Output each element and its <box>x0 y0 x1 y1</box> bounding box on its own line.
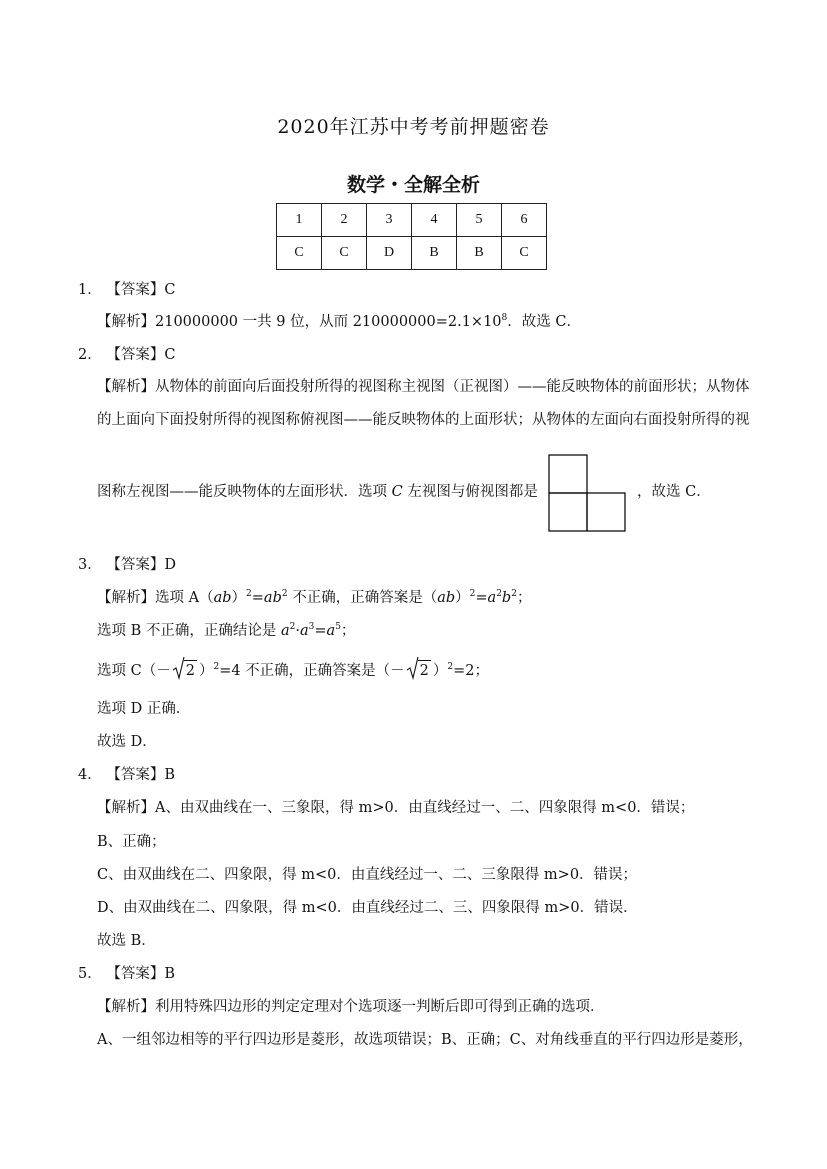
text-segment: ； <box>516 590 532 606</box>
text-segment: · <box>295 623 300 639</box>
math-var: a <box>487 590 497 606</box>
question-number: 5． <box>78 966 102 982</box>
q2-analysis-line-2: 的上面向下面投射所得的视图称俯视图——能反映物体的上面形状；从物体的左面向右面投射所得的视 <box>97 412 750 428</box>
math-var: ab <box>263 590 282 606</box>
answer-cell: D <box>367 237 412 270</box>
q1-answer-line <box>78 280 175 300</box>
q2-answer-line <box>78 345 175 365</box>
radical-sign-icon <box>407 656 419 680</box>
math-var: b <box>501 590 512 606</box>
text-segment: ） <box>231 590 247 606</box>
question-number-cell: 4 <box>412 204 457 237</box>
exponent: 2 <box>447 662 454 673</box>
answer-table <box>276 203 547 270</box>
text-segment: =2； <box>453 663 490 679</box>
text-segment: ； <box>340 623 356 639</box>
answer-text: 【答案】B <box>106 767 175 783</box>
math-var: a <box>299 623 309 639</box>
exponent: 2 <box>511 589 517 600</box>
shape-square-top <box>549 455 587 493</box>
text-segment: ） <box>432 663 448 679</box>
q3-analysis-line-1 <box>97 588 531 608</box>
analysis-text: ．故选 C． <box>507 314 581 330</box>
q5-analysis-line-2: A、一组邻边相等的平行四边形是菱形，故选项错误；B、正确；C、对角线垂直的平行四边形是菱形， <box>97 1032 753 1048</box>
exponent: 2 <box>469 589 476 600</box>
exponent: 3 <box>308 622 315 633</box>
answer-cell: C <box>277 237 322 270</box>
radicand: 2 <box>418 660 431 681</box>
math-var: ab <box>213 590 232 606</box>
q3-analysis-line-5: 故选 D． <box>97 734 157 750</box>
q3-analysis-line-4: 选项 D 正确． <box>97 701 191 717</box>
question-number: 1． <box>78 282 102 298</box>
q3-analysis-line-2 <box>97 621 355 641</box>
question-number: 4． <box>78 767 102 783</box>
q4-analysis-line-4: D、由双曲线在二、四象限，得 m<0．由直线经过二、三、四象限得 m>0．错误． <box>97 900 638 916</box>
exponent: 5 <box>335 622 341 633</box>
answer-table-header-row <box>277 204 547 237</box>
page-subtitle: 数学・全解全析 <box>346 174 480 196</box>
answer-text: 【答案】D <box>106 557 176 573</box>
exponent: 2 <box>246 589 252 600</box>
text-segment: 选项 C（－ <box>97 663 171 679</box>
text-segment: ） <box>198 663 214 679</box>
answer-text: 【答案】C <box>106 347 176 363</box>
text-segment: = <box>314 623 327 639</box>
analysis-label: 【解析】 <box>97 314 155 330</box>
q3-answer-line <box>78 555 176 575</box>
math-var: a <box>326 623 336 639</box>
answer-cell: B <box>457 237 502 270</box>
math-var: ab <box>437 590 456 606</box>
question-number-cell: 2 <box>322 204 367 237</box>
question-number: 3． <box>78 557 102 573</box>
exponent: 8 <box>501 313 508 324</box>
text-segment: ） <box>455 590 470 606</box>
q4-analysis-line-1: 【解析】A、由双曲线在一、三象限，得 m>0．由直线经过一、二、四象限得 m<0．错误； <box>97 800 695 816</box>
answer-cell: C <box>502 237 547 270</box>
question-number-cell: 3 <box>367 204 412 237</box>
analysis-text: 左视图与俯视图都是 <box>402 484 538 500</box>
math-var: a <box>280 623 290 639</box>
text-segment: = <box>251 590 264 606</box>
exponent: 2 <box>496 589 502 600</box>
analysis-text: 210000000 一共 9 位，从而 210000000=2.1×10 <box>155 314 502 330</box>
question-number-cell: 5 <box>457 204 502 237</box>
q5-analysis-line-1: 【解析】利用特殊四边形的判定定理对个选项逐一判断后即可得到正确的选项． <box>97 999 605 1015</box>
answer-table-answer-row <box>277 237 547 270</box>
q4-analysis-line-5: 故选 B． <box>97 933 156 949</box>
q4-analysis-line-2: B、正确； <box>97 834 166 850</box>
view-shape-figure <box>548 454 628 534</box>
answer-cell: B <box>412 237 457 270</box>
q4-answer-line <box>78 765 175 785</box>
q2-analysis-line-3-end: ，故选 C． <box>637 484 711 500</box>
exponent: 2 <box>281 589 288 600</box>
text-segment: 不正确，正确答案是（ <box>287 590 438 606</box>
question-number: 2． <box>78 347 102 363</box>
page-title: 2020年江苏中考考前押题密卷 <box>277 116 550 138</box>
radicand: 2 <box>184 660 197 681</box>
option-letter: C <box>391 484 403 500</box>
answer-text: 【答案】B <box>106 966 175 982</box>
q3-analysis-line-3 <box>97 660 489 681</box>
q2-analysis-line-3 <box>97 482 538 502</box>
exponent: 2 <box>289 622 296 633</box>
answer-text: 【答案】C <box>106 282 176 298</box>
text-segment: 选项 B 不正确，正确结论是 <box>97 623 281 639</box>
exponent: 2 <box>213 662 220 673</box>
q5-answer-line <box>78 964 175 984</box>
sqrt-expression <box>407 660 431 681</box>
question-number-cell: 6 <box>502 204 547 237</box>
text-segment: 【解析】选项 A（ <box>97 590 214 606</box>
radical-sign-icon <box>173 656 185 680</box>
q4-analysis-line-3: C、由双曲线在二、四象限，得 m<0．由直线经过一、二、三象限得 m>0．错误； <box>97 867 638 883</box>
answer-cell: C <box>322 237 367 270</box>
text-segment: =4 不正确，正确答案是（－ <box>219 663 405 679</box>
text-segment: = <box>475 590 488 606</box>
q1-analysis-line <box>97 312 581 332</box>
shape-square-bottom-right <box>587 493 625 531</box>
q2-analysis-line-1: 【解析】从物体的前面向后面投射所得的视图称主视图（正视图）——能反映物体的前面形状；从物体 <box>97 379 750 395</box>
shape-square-bottom-left <box>549 493 587 531</box>
sqrt-expression <box>173 660 197 681</box>
analysis-text: 图称左视图——能反映物体的左面形状．选项 <box>97 484 392 500</box>
question-number-cell: 1 <box>277 204 322 237</box>
